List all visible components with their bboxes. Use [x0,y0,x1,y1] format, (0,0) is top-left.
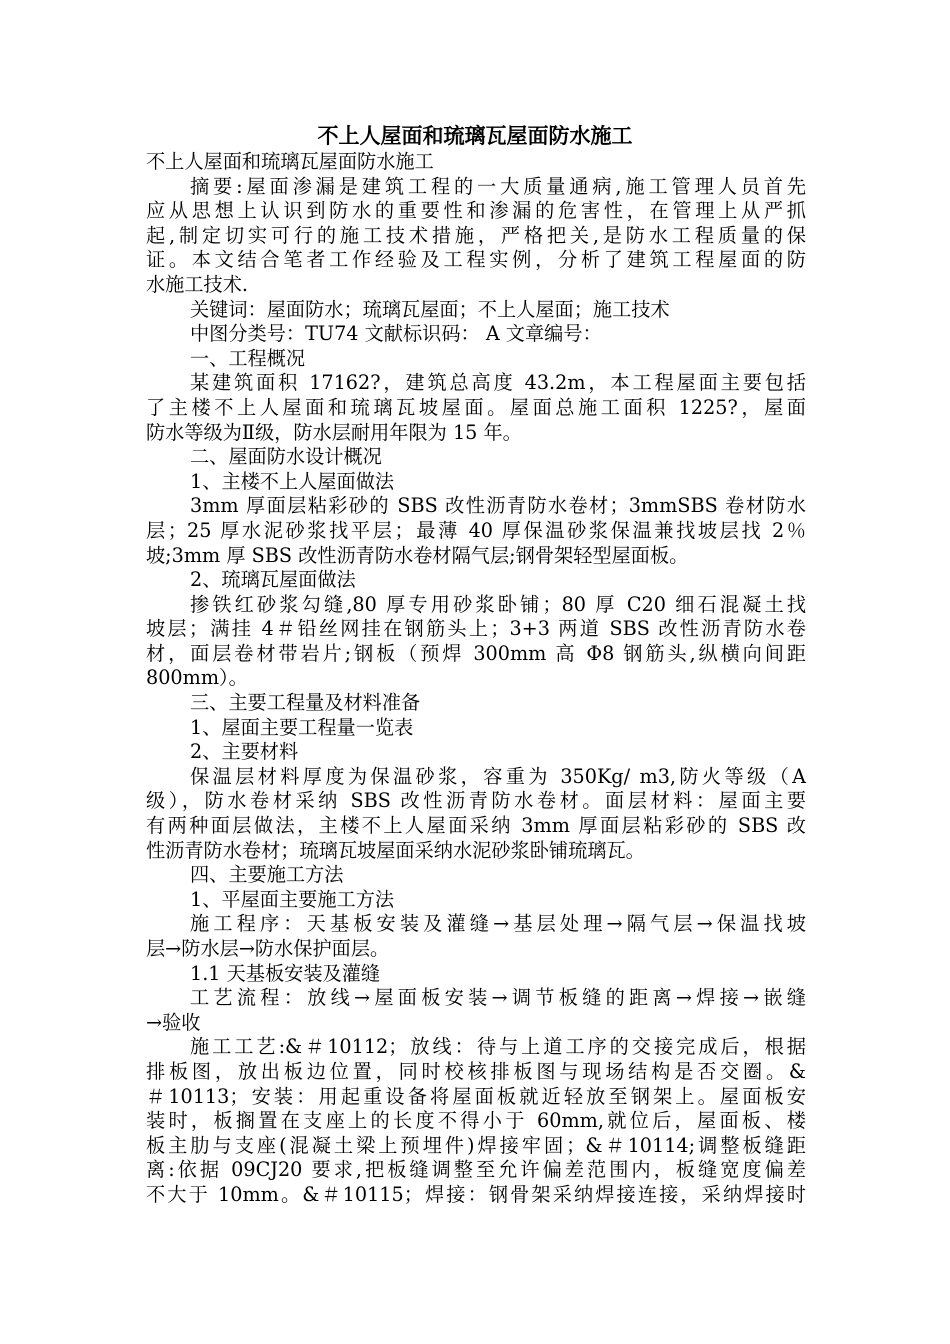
text-line: 2、琉璃瓦屋面做法 [190,568,356,592]
document-body [146,150,806,1208]
text-line: 起,制定切实可行的施工技术措施，严格把关,是防水工程质量的保 [146,223,806,247]
text-line: 四、主要施工方法 [190,863,344,887]
document-title: 不上人屋面和琉璃瓦屋面防水施工 [317,123,633,148]
text-line: 了主楼不上人屋面和琉璃瓦坡屋面。屋面总施工面积 1225?，屋面 [146,395,806,419]
text-line: 3mm 厚面层粘彩砂的 SBS 改性沥青防水卷材；3mmSBS 卷材防水 [190,494,806,518]
text-line: 级），防水卷材采纳 SBS 改性沥青防水卷材。面层材料：屋面主要 [146,789,806,813]
text-line: 有两种面层做法，主楼不上人屋面采纳 3mm 厚面层粘彩砂的 SBS 改 [146,814,806,838]
text-line: 材，面层卷材带岩片;钢板（预焊 300mm 高 Φ8 钢筋头,纵横向间距 [146,641,806,665]
text-line: 2、主要材料 [190,740,299,764]
text-line: 1、屋面主要工程量一览表 [190,715,414,739]
text-line: 层；25 厚水泥砂浆找平层；最薄 40 厚保温砂浆保温兼找坡层找 2％ [146,518,806,542]
text-line: 排板图，放出板边位置，同时校核排板图与现场结构是否交圈。& [146,1059,806,1083]
text-line: 1、平屋面主要施工方法 [190,887,395,911]
text-line: 坡;3mm 厚 SBS 改性沥青防水卷材隔气层;钢骨架轻型屋面板。 [146,543,689,567]
text-line: 板主肋与支座(混凝土梁上预埋件)焊接牢固；&＃10114;调整板缝距 [146,1133,806,1157]
text-line: 三、主要工程量及材料准备 [190,691,421,715]
text-line: 一、工程概况 [190,346,306,370]
text-line: 施工工艺:&＃10112；放线：待与上道工序的交接完成后，根据 [190,1035,806,1059]
text-line: ＃10113；安装：用起重设备将屋面板就近轻放至钢架上。屋面板安 [146,1084,806,1108]
text-line: 掺铁红砂浆勾缝,80 厚专用砂浆卧铺；80 厚 C20 细石混凝土找 [190,592,806,616]
text-line: 关键词：屋面防水；琉璃瓦屋面；不上人屋面；施工技术 [190,297,670,321]
text-line: 不大于 10mm。&＃10115；焊接：钢骨架采纳焊接连接，采纳焊接时 [146,1182,806,1206]
text-line: →验收 [146,1010,201,1034]
text-line: 不上人屋面和琉璃瓦屋面防水施工 [146,150,434,173]
text-line: 800mm）。 [146,666,248,690]
text-line: 防水等级为Ⅱ级，防水层耐用年限为 15 年。 [146,420,522,444]
text-line: 性沥青防水卷材；琉璃瓦坡屋面采纳水泥砂浆卧铺琉璃瓦。 [146,838,645,862]
text-line: 工艺流程：放线→屋面板安装→调节板缝的距离→焊接→嵌缝 [190,986,806,1010]
text-line: 证。本文结合笔者工作经验及工程实例，分析了建筑工程屋面的防 [146,248,806,272]
text-line: 施工程序：天基板安装及灌缝→基层处理→隔气层→保温找坡 [190,912,806,936]
text-line: 某建筑面积 17162?，建筑总高度 43.2m，本工程屋面主要包括 [190,371,806,395]
text-line: 装时，板搁置在支座上的长度不得小于 60mm,就位后，屋面板、楼 [146,1109,806,1133]
text-line: 二、屋面防水设计概况 [190,445,382,469]
text-line: 中图分类号：TU74 文献标识码： A 文章编号： [190,322,602,346]
text-line: 摘要:屋面渗漏是建筑工程的一大质量通病,施工管理人员首先 [190,174,806,198]
text-line: 层→防水层→防水保护面层。 [146,937,390,960]
text-line: 1、主楼不上人屋面做法 [190,469,395,493]
text-line: 保温层材料厚度为保温砂浆，容重为 350Kg/ m3,防火等级（A [190,764,806,788]
text-line: 应从思想上认识到防水的重要性和渗漏的危害性，在管理上从严抓 [146,199,806,223]
text-line: 水施工技术. [146,272,249,296]
text-line: 1.1 天基板安装及灌缝 [190,961,381,985]
text-line: 离:依据 09CJ20 要求,把板缝调整至允许偏差范围内，板缝宽度偏差 [146,1158,806,1182]
text-line: 坡层；满挂 4＃铅丝网挂在钢筋头上；3+3 两道 SBS 改性沥青防水卷 [146,617,806,641]
